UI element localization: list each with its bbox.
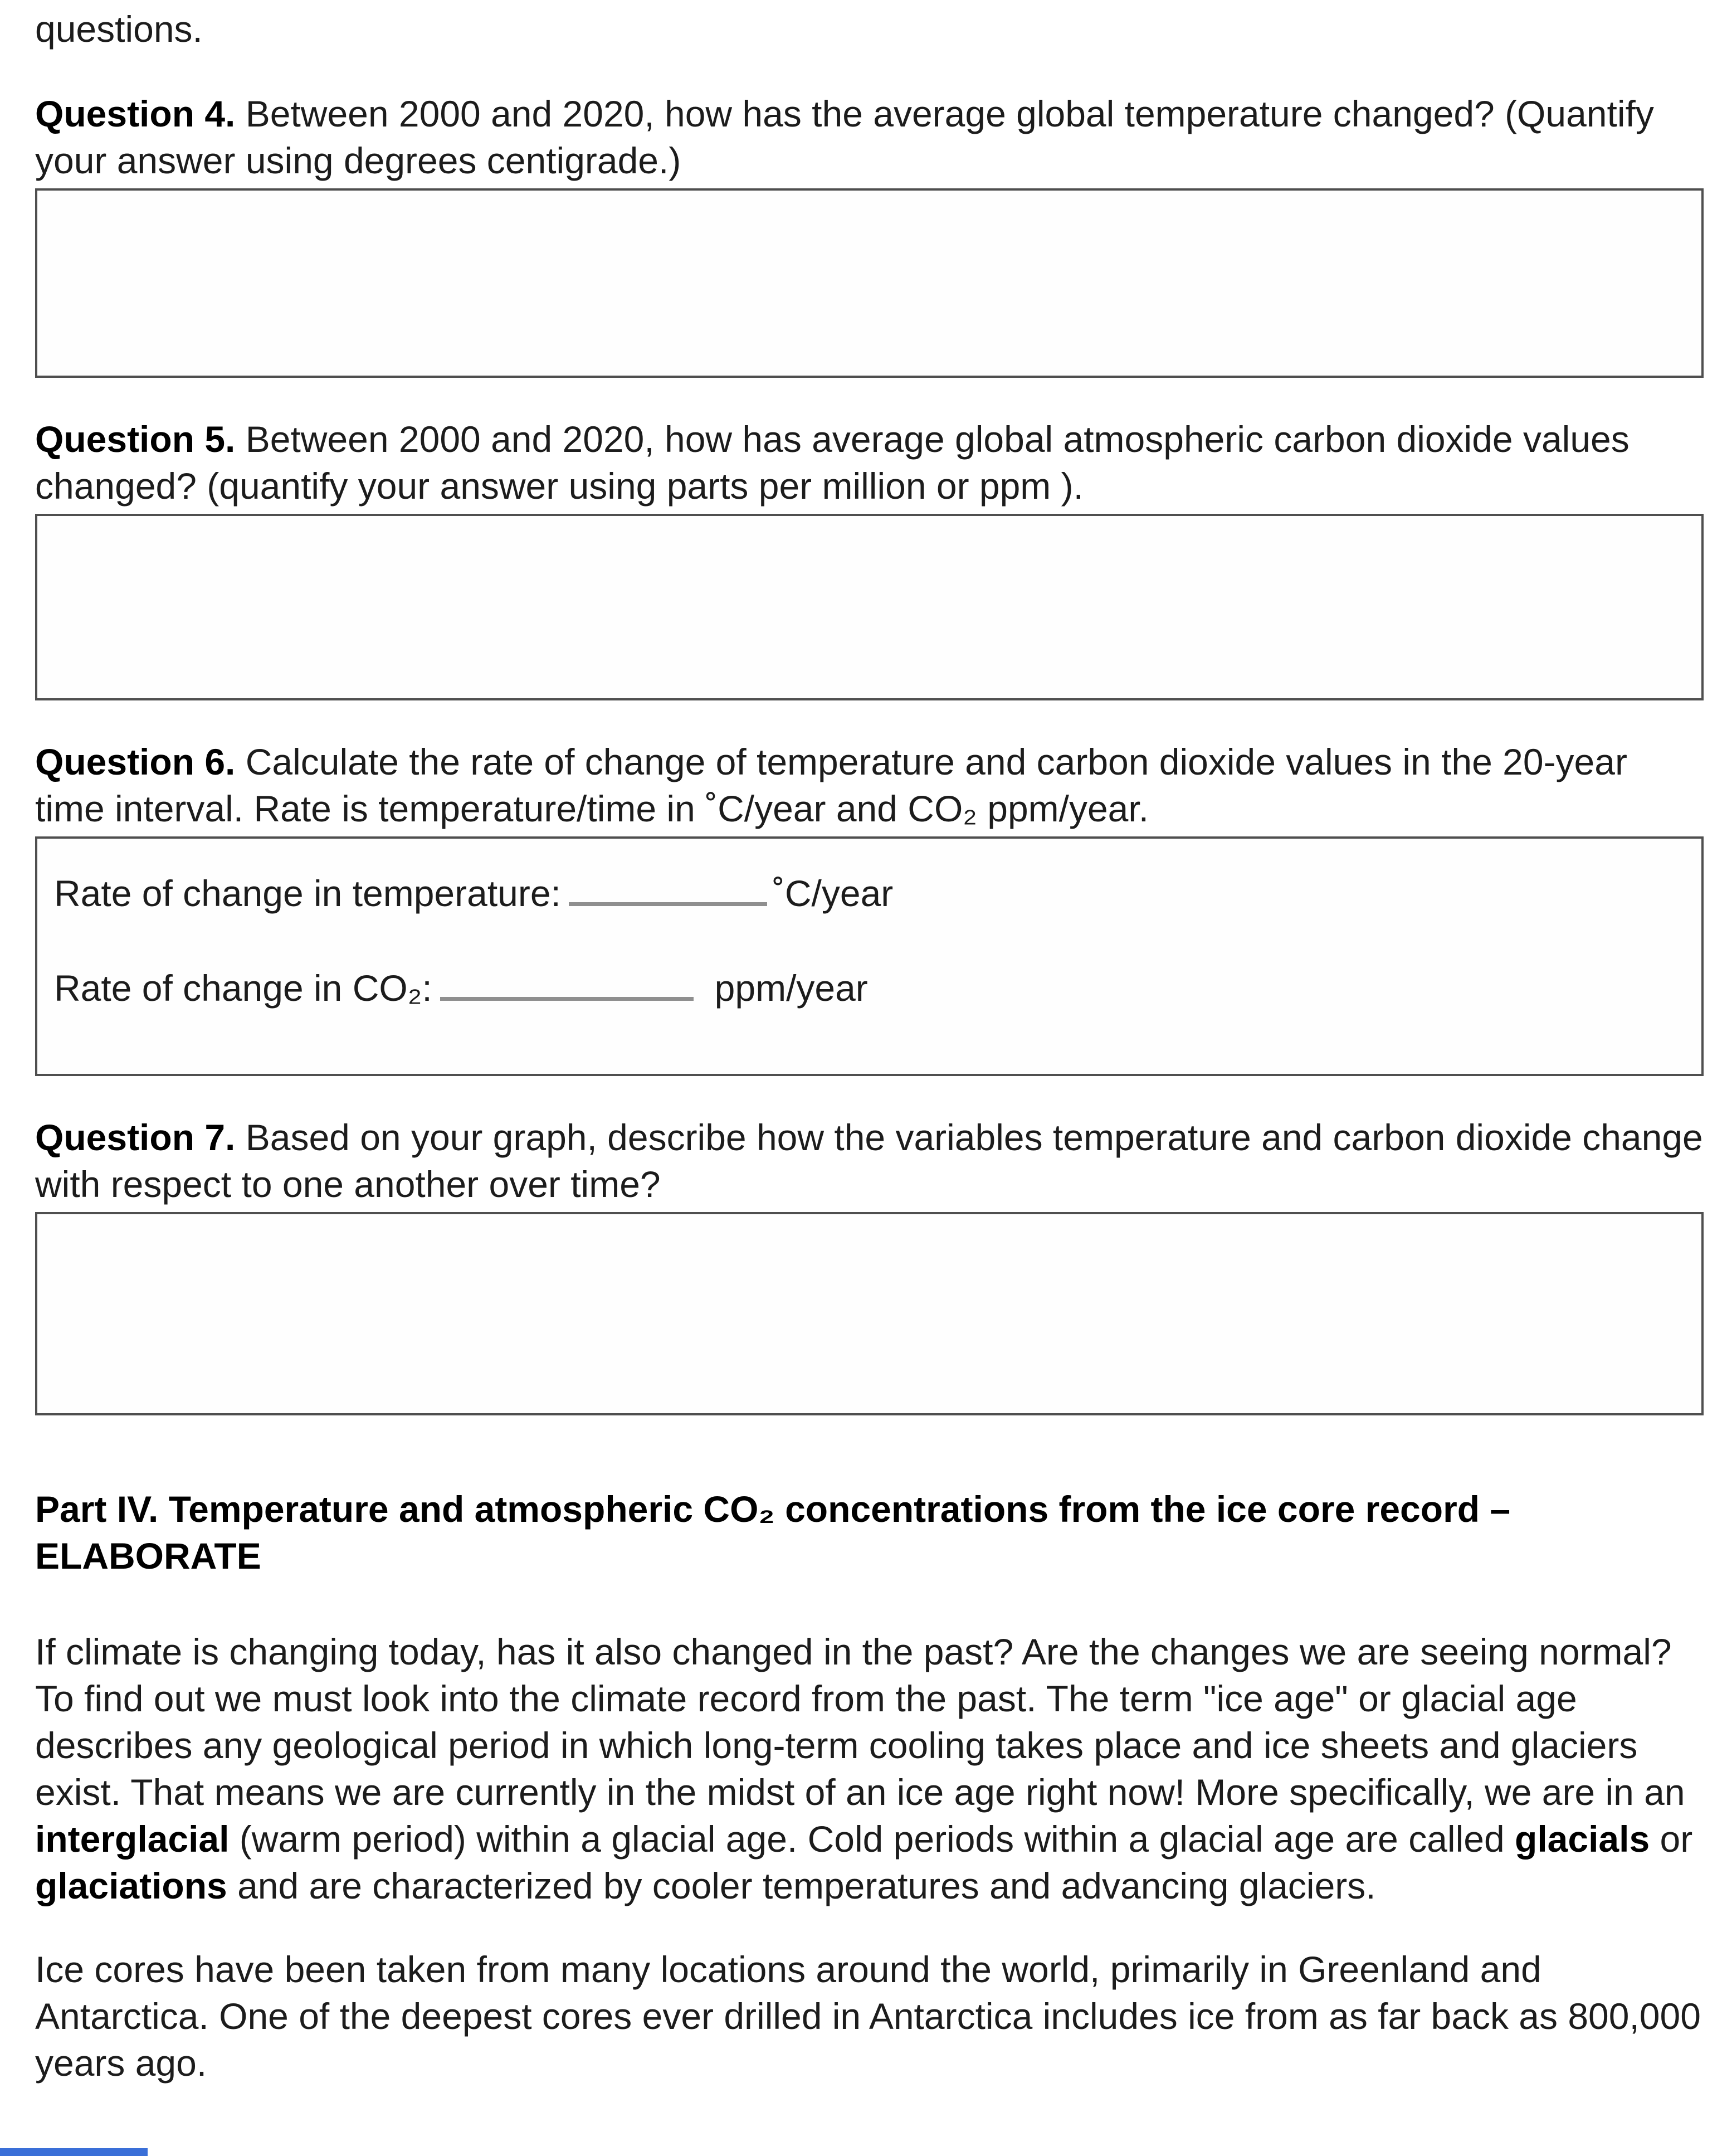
question-5-label: Question 5. — [35, 418, 236, 460]
question-4-label: Question 4. — [35, 93, 236, 134]
question-5-answer-box[interactable] — [35, 514, 1704, 700]
question-6-label: Question 6. — [35, 741, 236, 782]
question-5-text: Between 2000 and 2020, how has average global atmospheric carbon dioxide values changed? (quantify your answer using parts per million or ppm ). — [35, 418, 1630, 507]
part4-paragraph-1: If climate is changing today, has it also changed in the past? Are the changes we are seeing normal? To find out we must look into the climate record from the past. The term "ice age" or glacial age describes any geological period in which long-term cooling takes place and ice sheets and glaciers exist. That means we are currently in the midst of an ice age right now! More specifically, we are in an interglacial (warm period) within a glacial age. Cold periods within a glacial age are called glacials or glaciations and are characterized by cooler temperatures and advancing glaciers. — [35, 1631, 1693, 1906]
question-7-answer-box[interactable] — [35, 1212, 1704, 1415]
question-5-block — [35, 416, 1704, 509]
rate-co2-blank[interactable] — [440, 968, 694, 1001]
rate-temperature-unit: ˚C/year — [772, 873, 894, 914]
rate-co2-unit: ppm/year — [714, 967, 868, 1009]
part4-heading: Part IV. Temperature and atmospheric CO₂ concentrations from the ice core record – ELABORATE — [35, 1488, 1511, 1576]
rate-temperature-row — [54, 870, 1701, 917]
rate-temperature-blank[interactable] — [569, 873, 767, 906]
question-7-block — [35, 1114, 1704, 1208]
bottom-accent-bar — [0, 2148, 148, 2156]
part4-paragraph-2: Ice cores have been taken from many locations around the world, primarily in Greenland and Antarctica. One of the deepest cores ever drilled in Antarctica includes ice from as far back as 800,000 years ago. — [35, 1949, 1701, 2084]
rate-temperature-label: Rate of change in temperature: — [54, 873, 561, 914]
intro-text: questions. — [35, 8, 203, 50]
rate-co2-row — [54, 965, 1701, 1011]
question-7-text: Based on your graph, describe how the variables temperature and carbon dioxide change with respect to one another over time? — [35, 1117, 1703, 1205]
question-6-block — [35, 738, 1704, 832]
rate-co2-label: Rate of change in CO₂: — [54, 967, 432, 1009]
question-6-text: Calculate the rate of change of temperature and carbon dioxide values in the 20-year time interval. Rate is temperature/time in ˚C/year and CO₂ ppm/year. — [35, 741, 1627, 829]
question-6-answer-box — [35, 836, 1704, 1076]
question-4-block — [35, 90, 1704, 184]
question-4-text: Between 2000 and 2020, how has the average global temperature changed? (Quantify your answer using degrees centigrade.) — [35, 93, 1654, 181]
question-7-label: Question 7. — [35, 1117, 236, 1158]
question-4-answer-box[interactable] — [35, 188, 1704, 378]
